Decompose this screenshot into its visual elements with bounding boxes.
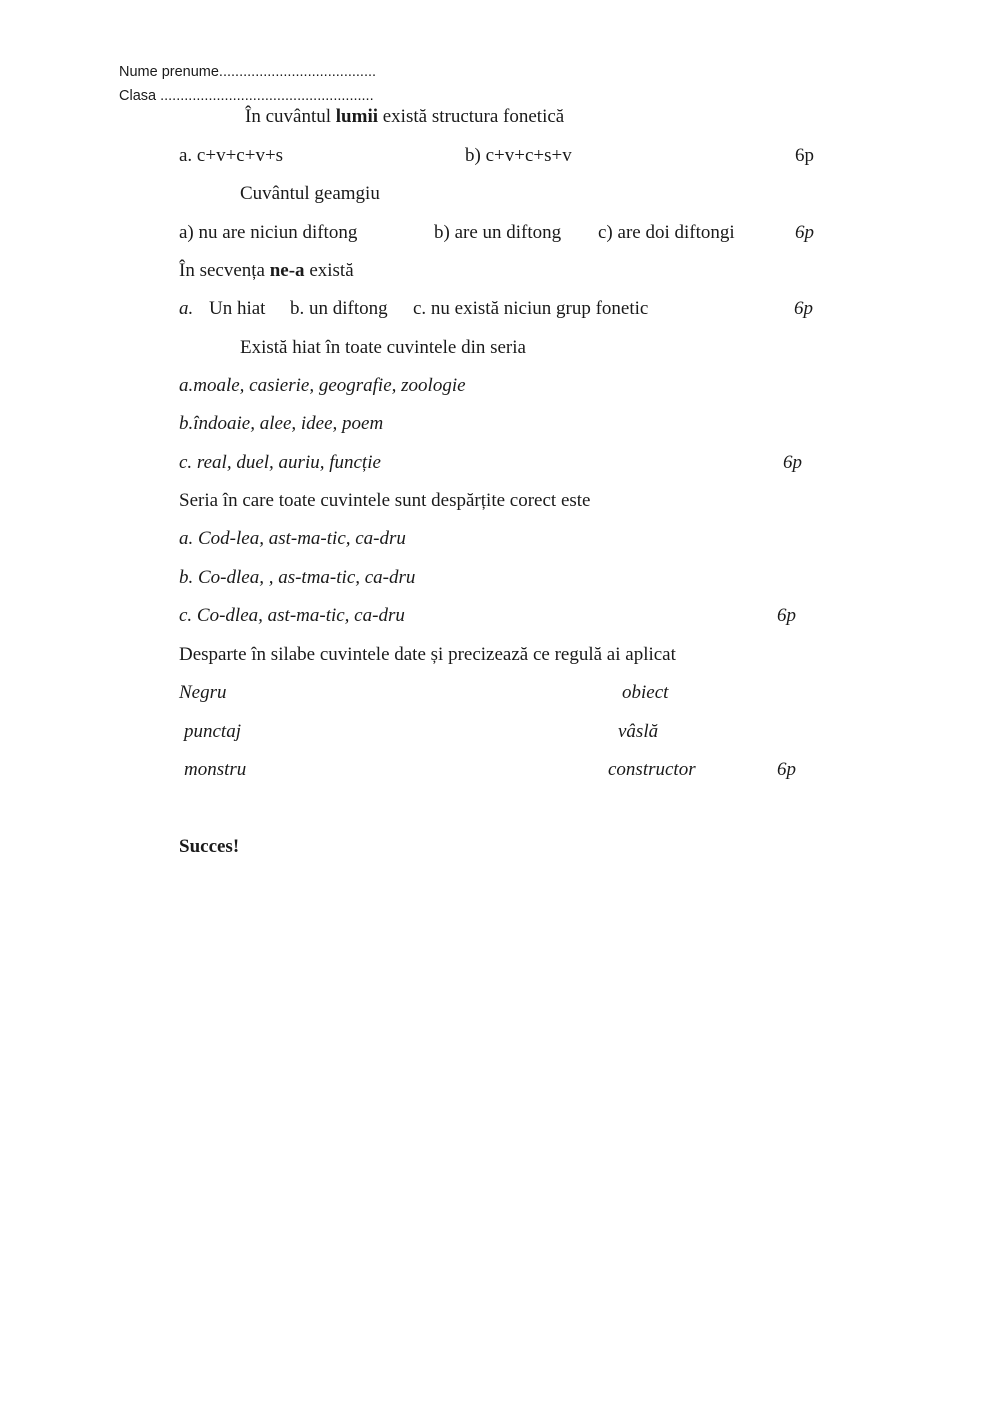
- question-6-points: 6p: [777, 759, 796, 780]
- question-2-points: 6p: [795, 222, 814, 243]
- question-6-word-right: vâslă: [618, 721, 659, 742]
- question-5-prompt: Seria în care toate cuvintele sunt despărțite corect este: [179, 490, 591, 511]
- question-5-points: 6p: [777, 605, 796, 626]
- question-4-prompt: Există hiat în toate cuvintele din seria: [240, 337, 526, 358]
- question-1-option-a: a. c+v+c+v+s: [179, 145, 284, 166]
- question-3-prompt-post: există: [304, 260, 354, 281]
- question-4-option-a: a.moale, casierie, geografie, zoologie: [179, 375, 466, 396]
- question-6-word-left: Negru: [179, 682, 227, 703]
- question-6-word-left: monstru: [184, 759, 247, 780]
- question-6-word-left: punctaj: [184, 721, 241, 742]
- name-field-label: Nume prenume.......................................: [119, 64, 377, 80]
- question-3-option-a-letter: a.: [179, 298, 194, 319]
- question-5-option-c: c. Co-dlea, ast-ma-tic, ca-dru: [179, 605, 405, 626]
- question-3-option-b: b. un diftong: [290, 298, 388, 319]
- question-6-word-right: constructor: [608, 759, 696, 780]
- class-field-label: Clasa .....................................................: [119, 88, 374, 104]
- question-1-keyword: lumii: [335, 106, 378, 127]
- question-5-option-a: a. Cod-lea, ast-ma-tic, ca-dru: [179, 528, 406, 549]
- question-6-word-right: obiect: [622, 682, 669, 703]
- question-2-option-a: a) nu are niciun diftong: [179, 222, 358, 243]
- question-1-points: 6p: [795, 145, 814, 166]
- question-3-prompt-pre: În secvența: [179, 260, 270, 281]
- question-6-prompt: Desparte în silabe cuvintele date și precizează ce regulă ai aplicat: [179, 644, 676, 665]
- question-3-points: 6p: [794, 298, 813, 319]
- question-1-prompt-pre: În cuvântul: [245, 106, 336, 127]
- question-1-prompt: [245, 106, 564, 128]
- question-2-option-b: b) are un diftong: [434, 222, 562, 243]
- question-3-option-c: c. nu există niciun grup fonetic: [413, 298, 649, 319]
- question-4-option-b: b.îndoaie, alee, idee, poem: [179, 413, 384, 434]
- question-4-option-c: c. real, duel, auriu, funcție: [179, 452, 381, 473]
- closing-text: Succes!: [179, 836, 240, 857]
- question-5-option-b: b. Co-dlea, , as-tma-tic, ca-dru: [179, 567, 416, 588]
- question-3-keyword: ne-a: [269, 260, 305, 281]
- question-1-option-b: b) c+v+c+s+v: [465, 145, 572, 166]
- question-3-prompt: [179, 260, 354, 282]
- question-1-prompt-post: există structura fonetică: [378, 106, 565, 127]
- question-2-prompt: Cuvântul geamgiu: [240, 183, 380, 204]
- question-2-option-c: c) are doi diftongi: [598, 222, 735, 243]
- question-4-points: 6p: [783, 452, 802, 473]
- question-3-option-a: Un hiat: [209, 298, 266, 319]
